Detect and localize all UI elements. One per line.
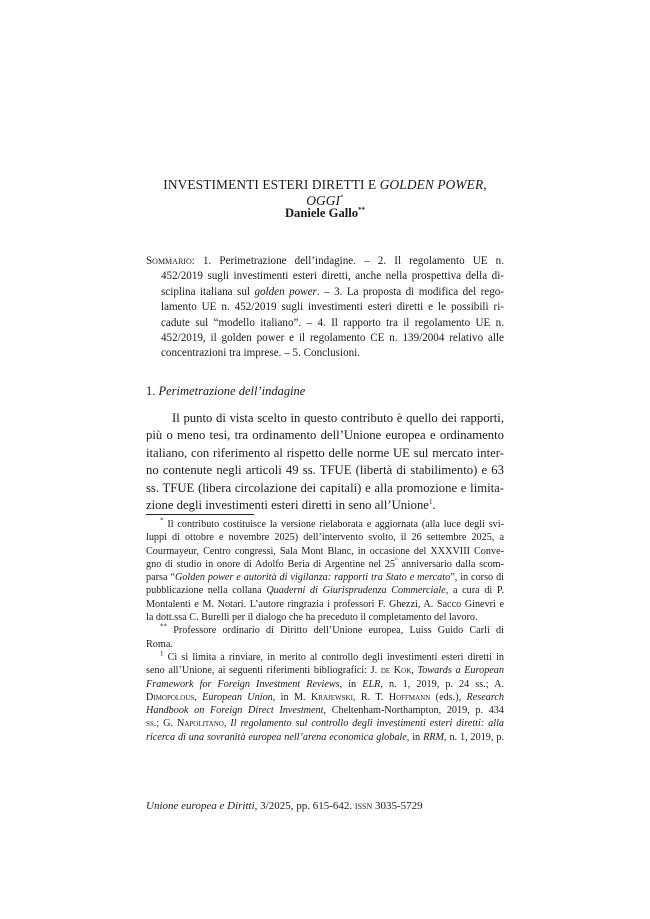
summary-line: lamento UE n. 452/2019 sugli investimenti esteri diretti e le possibili ri- (161, 301, 504, 314)
footnote-text: seno all’Unione, ai seguenti riferimenti bibliografici: J. (146, 665, 381, 677)
footnote-line: la dott.ssa C. Burelli per il dialogo che ha preceduto il completamento del lavoro. (146, 612, 478, 624)
footnote-smallcaps: ss. (146, 718, 157, 730)
footnote-text: , (194, 691, 203, 703)
footnote-line (146, 678, 504, 691)
article-title (146, 177, 504, 209)
title-footnote-mark[interactable]: * (340, 193, 344, 202)
summary-line: cadute sul “modello italiano”. – 4. Il rapporto tra il regolamento UE n. (161, 316, 504, 329)
author-smallcaps: Napolitano (176, 718, 224, 730)
footnote-text: , in M. (272, 691, 311, 703)
footnote-line: Roma. (146, 638, 173, 650)
issn-number: 3035-5729 (372, 800, 423, 812)
footnote-italic: ELR (362, 678, 381, 690)
summary-italic: golden power (254, 285, 317, 298)
footnote-line: Courmayeur, Centro congressi, Sala Mont Blanc, in occasione del XXXVIII Conve- (146, 545, 504, 557)
body-line: più o meno tesi, tra ordinamento dell’Unione europea e ordinamento (146, 428, 504, 443)
author-smallcaps: Hoffmann (388, 691, 431, 703)
author-smallcaps: de Kok (380, 665, 412, 677)
body-line (146, 497, 504, 514)
footnote-text: gno di studio in onore di Adolfo Beria di Argentine nel 25 (146, 558, 395, 570)
author-smallcaps: Krajewski (310, 691, 353, 703)
summary-line: 452/2019 sugli investimenti esteri diretti, anche nella prospettiva della di- (161, 270, 504, 283)
body-line: Il punto di vista scelto in questo contributo è quello dei rapporti, (172, 411, 504, 425)
footnote-mark: * (160, 516, 164, 525)
body-line: no contenute negli articoli 49 ss. TFUE (libertà di stabilimento) e 63 (146, 463, 504, 478)
footnote-text: ; G. (156, 718, 177, 730)
footnotes (146, 518, 504, 744)
page-footer (146, 800, 423, 812)
footnote-italic: Quaderni di Giurisprudenza Commerciale (266, 585, 446, 597)
footnote-italic: RRM (423, 731, 444, 743)
summary-text: sciplina italiana sul (161, 285, 255, 298)
footnote-text: , (411, 665, 418, 677)
footnote-italic: ricerca di una sovranità europea nell’arena economica globale (146, 731, 407, 743)
author-footnote-mark[interactable]: ** (358, 205, 366, 214)
footnote-line (146, 691, 504, 704)
body-paragraph (146, 410, 504, 514)
section-heading (146, 384, 305, 399)
footnote-line (146, 704, 504, 717)
footnote-ref-1[interactable]: 1 (428, 497, 433, 506)
author-name (146, 206, 504, 221)
summary-line (146, 254, 504, 269)
footnote-text: , Cheltenham-Northampton, 2019, p. 434 (323, 705, 504, 717)
body-text: zione degli investimenti esteri diretti in seno all’Unione (146, 498, 429, 513)
footnote-text: , R. T. (352, 691, 389, 703)
footnote-italic: Research (466, 691, 505, 703)
author-name-text: Daniele Gallo (284, 206, 359, 220)
title-plain: INVESTIMENTI ESTERI DIRETTI E (163, 177, 380, 192)
footnote-line (146, 584, 504, 597)
footnote-star (146, 518, 504, 531)
footnote-text: , a cura di P. (445, 585, 504, 597)
summary-text: . – 3. La proposta di modifica del rego- (316, 285, 505, 298)
footnote-text: anniversario dalla scom- (397, 558, 505, 570)
footnote-line (146, 571, 504, 584)
summary-block (146, 254, 504, 362)
footnote-italic: Framework for Foreign Investment Reviews (146, 678, 340, 690)
footnote-italic: Towards a European (417, 665, 504, 677)
footnote-text: Professore ordinario di Diritto dell’Unione europea, Luiss Guido Carli di (167, 625, 504, 637)
footnote-text: , in (339, 678, 363, 690)
footnote-double-star (146, 624, 504, 637)
footnote-text: , (223, 718, 231, 730)
footnote-text: parsa “ (146, 572, 175, 584)
footnote-mark: 1 (160, 649, 164, 658)
footnote-mark: ** (160, 622, 167, 631)
degree-mark: ° (394, 556, 398, 565)
footnote-line: luppi di ottobre e novembre 2025) dell’intervento svolto, il 26 settembre 2025, a (146, 532, 504, 544)
footer-citation: , 3/2025, pp. 615-642. (254, 800, 355, 812)
footnote-1 (146, 651, 504, 664)
summary-line: 452/2019, il golden power e il regolamento CE n. 139/2004 relativo alle (161, 332, 504, 345)
body-line: italiano, con riferimento al rispetto delle norme UE sul mercato inter- (146, 445, 504, 460)
section-number: 1. (146, 384, 159, 398)
footnote-text: , n. 1, 2019, p. 24 ss.; A. (380, 678, 504, 690)
body-text: . (432, 498, 436, 513)
journal-name: Unione europea e Diritti (146, 800, 255, 812)
title-italic: GOLDEN POWER, OGGI (306, 177, 487, 208)
footnote-divider (146, 514, 254, 515)
footnote-line (146, 717, 504, 730)
footnote-line (146, 664, 504, 677)
footnote-line (146, 558, 504, 571)
author-smallcaps: Dimopolous (146, 691, 195, 703)
section-title: Perimetrazione dell’indagine (158, 384, 306, 398)
summary-text: 1. Perimetrazione dell’indagine. – 2. Il regolamento UE n. (194, 255, 504, 267)
footnote-text: ”, in corso di (450, 572, 504, 584)
footnote-text: (eds.), (430, 691, 467, 703)
footnote-text: Il contributo costituisce la versione rielaborata e aggiornata (alla luce degli svi- (163, 519, 504, 530)
footnote-italic: European Union (202, 691, 273, 703)
summary-line (146, 285, 504, 300)
summary-label: Sommario: (146, 255, 195, 267)
footnote-line: Montalenti e M. Notari. L’autore ringrazia i professori F. Ghezzi, A. Sacco Ginevri e (146, 598, 504, 610)
summary-line: concentrazioni tra imprese. – 5. Conclusioni. (161, 347, 361, 360)
footnote-text: pubblicazione nella collana (146, 585, 267, 597)
footnote-italic: Golden power e autorità di vigilanza: rapporti tra Stato e mercato (174, 572, 451, 584)
footnote-line (146, 731, 504, 744)
footnote-text: Ci si limita a rinviare, in merito al controllo degli investimenti esteri diretti in (163, 651, 504, 663)
footnote-italic: Il regolamento sul controllo degli investimenti esteri diretti: alla (230, 718, 504, 730)
footnote-italic: Handbook on Foreign Direct Investment (146, 705, 324, 717)
issn-label: issn (354, 800, 373, 812)
footnote-text: , in (406, 731, 424, 743)
body-line: ss. TFUE (libera circolazione dei capitali) e alla promozione e limita- (146, 480, 504, 495)
footnote-text: , n. 1, 2019, p. (444, 731, 504, 743)
